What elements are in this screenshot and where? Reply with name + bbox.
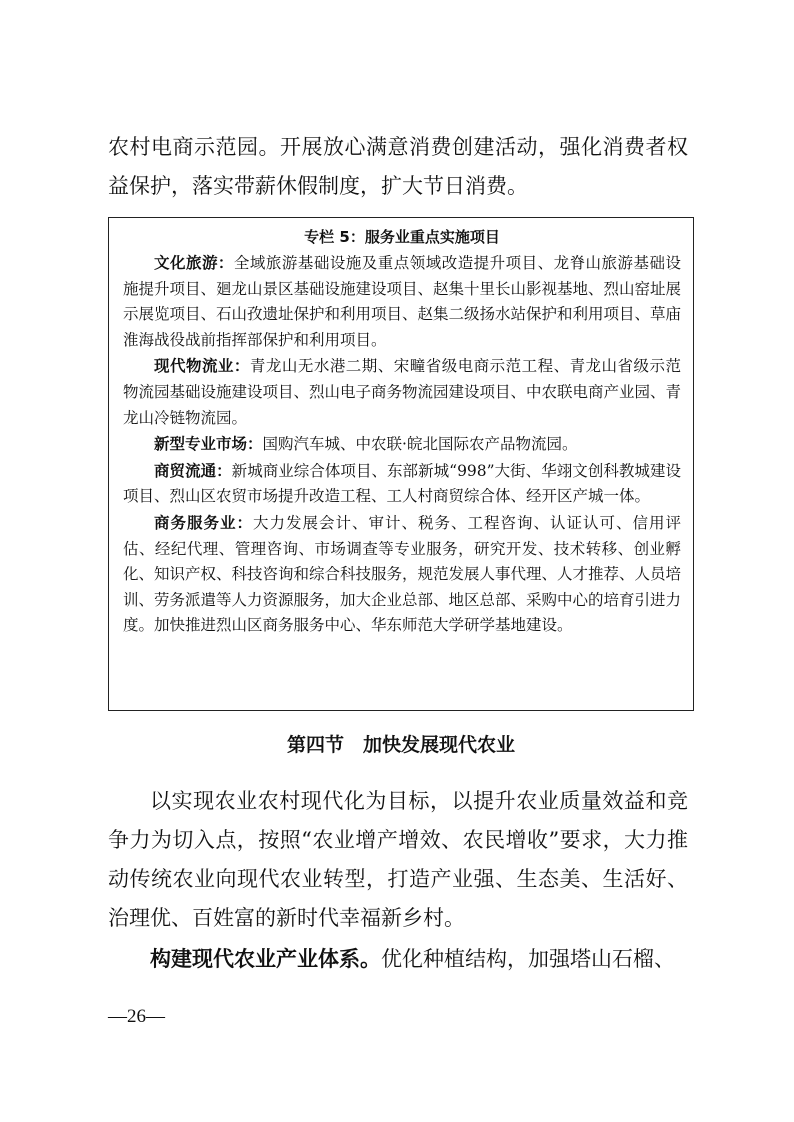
paragraph-lead-heading: 构建现代农业产业体系。 <box>150 947 381 971</box>
column-item-trade-circulation <box>123 459 681 510</box>
section-paragraph-2 <box>108 940 688 979</box>
column-item-label: 商贸流通： <box>154 461 232 480</box>
column-item-label: 商务服务业： <box>154 513 253 532</box>
intro-paragraph: 农村电商示范园。开展放心满意消费创建活动，强化消费者权益保护，落实带薪休假制度，扩大节日消费。 <box>108 135 688 198</box>
column-item-label: 文化旅游： <box>154 254 234 272</box>
column-title: 专栏 5：服务业重点实施项目 <box>304 228 500 246</box>
column-item-text: 青龙山无水港二期、宋疃省级电商示范工程、青龙山省级示范物流园基础设施建设项目、烈山电子商务物流园建设项目、中农联电商产业园、青龙山冷链物流园。 <box>123 357 682 427</box>
column-item-culture-tourism <box>123 251 681 353</box>
paragraph-text: 优化种植结构，加强塔山石榴、 <box>381 947 675 971</box>
column-item-new-markets <box>123 432 681 458</box>
page-number: —26— <box>108 1006 165 1027</box>
column-item-text: 国购汽车城、中农联·皖北国际农产品物流园。 <box>262 435 578 454</box>
section-paragraph-1: 以实现农业农村现代化为目标，以提升农业质量效益和竞争力为切入点，按照“农业增产增效、农民增收”要求，大力推动传统农业向现代农业转型，打造产业强、生态美、生活好、治理优、百姓富的新时代幸福新乡村。 <box>108 789 688 930</box>
section-heading: 第四节 加快发展现代农业 <box>286 734 515 756</box>
column-item-business-services <box>123 511 681 639</box>
column-item-text: 大力发展会计、审计、税务、工程咨询、认证认可、信用评估、经纪代理、管理咨询、市场调查等专业服务，研究开发、技术转移、创业孵化、知识产权、科技咨询和综合科技服务，规范发展人事代理、人才推荐、人员培训、劳务派遣等人力资源服务，加大企业总部、地区总部、采购中心的培育引进力度。加快推进烈山区商务服务中心、华东师范大学研学基地建设。 <box>123 513 682 635</box>
column-box <box>108 217 694 711</box>
column-item-text: 新城商业综合体项目、东部新城“998”大街、华翊文创科教城建设项目、烈山区农贸市场提升改造工程、工人村商贸综合体、经开区产城一体。 <box>123 461 681 506</box>
column-item-text: 全域旅游基础设施及重点领域改造提升项目、龙脊山旅游基础设施提升项目、廻龙山景区基础设施建设项目、赵集十里长山影视基地、烈山窑址展示展览项目、石山孜遗址保护和利用项目、赵集二级扬水站保护和利用项目、草庙淮海战役战前指挥部保护和利用项目。 <box>123 254 682 349</box>
column-item-modern-logistics <box>123 354 681 431</box>
column-item-label: 新型专业市场： <box>154 435 263 454</box>
column-item-label: 现代物流业： <box>154 357 250 376</box>
